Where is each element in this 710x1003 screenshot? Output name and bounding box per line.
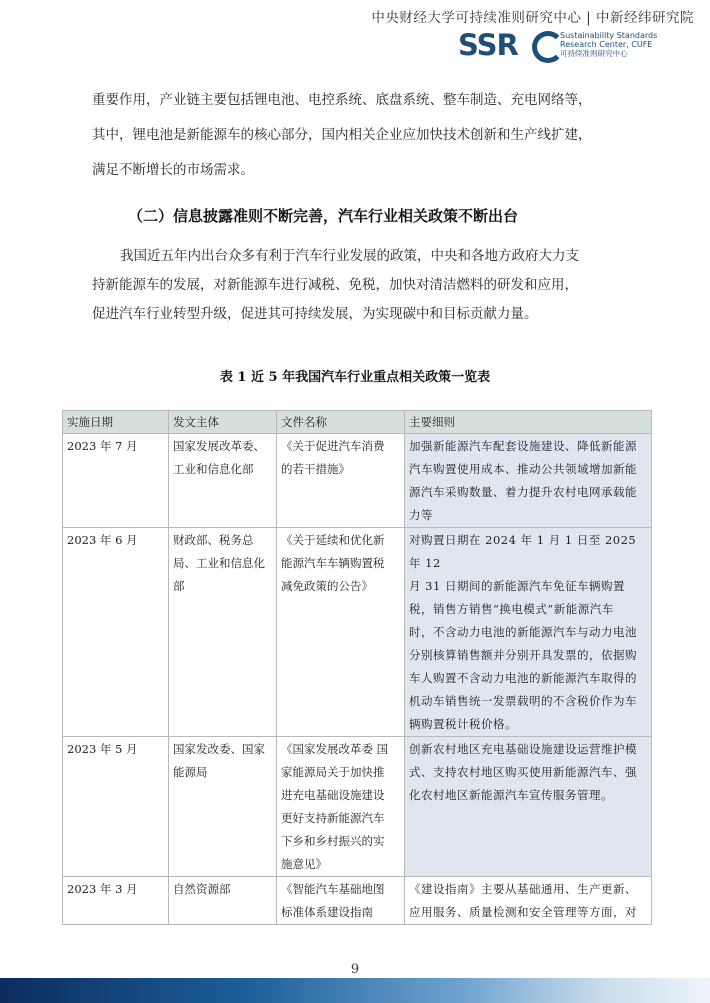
- cell-date: 2023 年 3 月: [63, 877, 169, 925]
- header-date: 实施日期: [63, 411, 169, 434]
- logo-subtitle-3: 可持续准则研究中心: [560, 49, 628, 58]
- cell-details: 《建设指南》主要从基础通用、生产更新、 应用服务、质量检测和安全管理等方面，对: [405, 877, 652, 925]
- footer-gradient-bar: [0, 978, 710, 1003]
- cell-document: 《关于促进汽车消费 的若干措施》: [277, 434, 405, 528]
- cell-document: 《国家发展改革委 国 家能源局关于加快推 进充电基础设施建设 更好支持新能源汽车 下乡和乡村振兴的实 施意见》: [277, 737, 405, 877]
- cell-issuer: 财政部、税务总 局、工业和信息化 部: [169, 528, 277, 737]
- body-line: 促进汽车行业转型升级，促进其可持续发展，为实现碳中和目标贡献力量。: [92, 306, 538, 322]
- cell-details: 创新农村地区充电基础设施建设运营维护模 式、支持农村地区购买使用新能源汽车、强 化农村地区新能源汽车宣传服务管理。: [405, 737, 652, 877]
- table-header-row: [63, 411, 652, 434]
- body-line: 我国近五年内出台众多有利于汽车行业发展的政策，中央和各地方政府大力支: [120, 248, 579, 264]
- logo-subtitle-2: Research Center, CUFE: [560, 40, 653, 49]
- cell-date: 2023 年 7 月: [63, 434, 169, 528]
- intro-line: 其中，锂电池是新能源车的核心部分，国内相关企业应加快技术创新和生产线扩建，: [92, 127, 592, 143]
- header-details: 主要细则: [405, 411, 652, 434]
- page-number: 9: [350, 962, 360, 977]
- header-document: 文件名称: [277, 411, 405, 434]
- cell-document: 《关于延续和优化新 能源汽车车辆购置税 减免政策的公告》: [277, 528, 405, 737]
- table-row: [63, 434, 652, 528]
- section-title: （二）信息披露准则不断完善，汽车行业相关政策不断出台: [128, 207, 519, 225]
- body-line: 持新能源车的发展，对新能源车进行减税、免税，加快对清洁燃料的研发和应用，: [92, 277, 578, 293]
- cell-issuer: 国家发改委、国家 能源局: [169, 737, 277, 877]
- table-row: [63, 528, 652, 737]
- logo-subtitle-1: Sustainability Standards: [560, 31, 658, 40]
- table-caption: 表 1 近 5 年我国汽车行业重点相关政策一览表: [219, 370, 491, 385]
- ssrc-logo: [458, 28, 708, 64]
- cell-document: 《智能汽车基础地图 标准体系建设指南: [277, 877, 405, 925]
- table-row: [63, 737, 652, 877]
- cell-details: 加强新能源汽车配套设施建设、降低新能源 汽车购置使用成本、推动公共领域增加新能 源汽车采购数量、着力提升农村电网承载能 力等: [405, 434, 652, 528]
- table-row: [63, 877, 652, 925]
- cell-issuer: 国家发展改革委、 工业和信息化部: [169, 434, 277, 528]
- cell-details: 对购置日期在 2024 年 1 月 1 日至 2025 年 12 月 31 日期间的新能源汽车免征车辆购置 税，销售方销售“换电模式”新能源汽车 时，不含动力电池的新能源汽车与动力电池 分别核算销售额并分别开具发票的，依据购 车人购置不含动力电池的新能源汽车取得的 机动车销售统一发票载明的不含税价作为车 辆购置税计税价格。: [405, 528, 652, 737]
- header-org-text: 中央财经大学可持续准则研究中心 | 中新经纬研究院: [371, 10, 694, 26]
- intro-line: 满足不断增长的市场需求。: [92, 162, 254, 178]
- cell-issuer: 自然资源部: [169, 877, 277, 925]
- intro-line: 重要作用，产业链主要包括锂电池、电控系统、底盘系统、整车制造、充电网络等，: [92, 92, 592, 108]
- policy-table: [62, 410, 652, 925]
- header-issuer: 发文主体: [169, 411, 277, 434]
- logo-ssr-visual: SSR: [458, 28, 518, 62]
- cell-date: 2023 年 6 月: [63, 528, 169, 737]
- cell-date: 2023 年 5 月: [63, 737, 169, 877]
